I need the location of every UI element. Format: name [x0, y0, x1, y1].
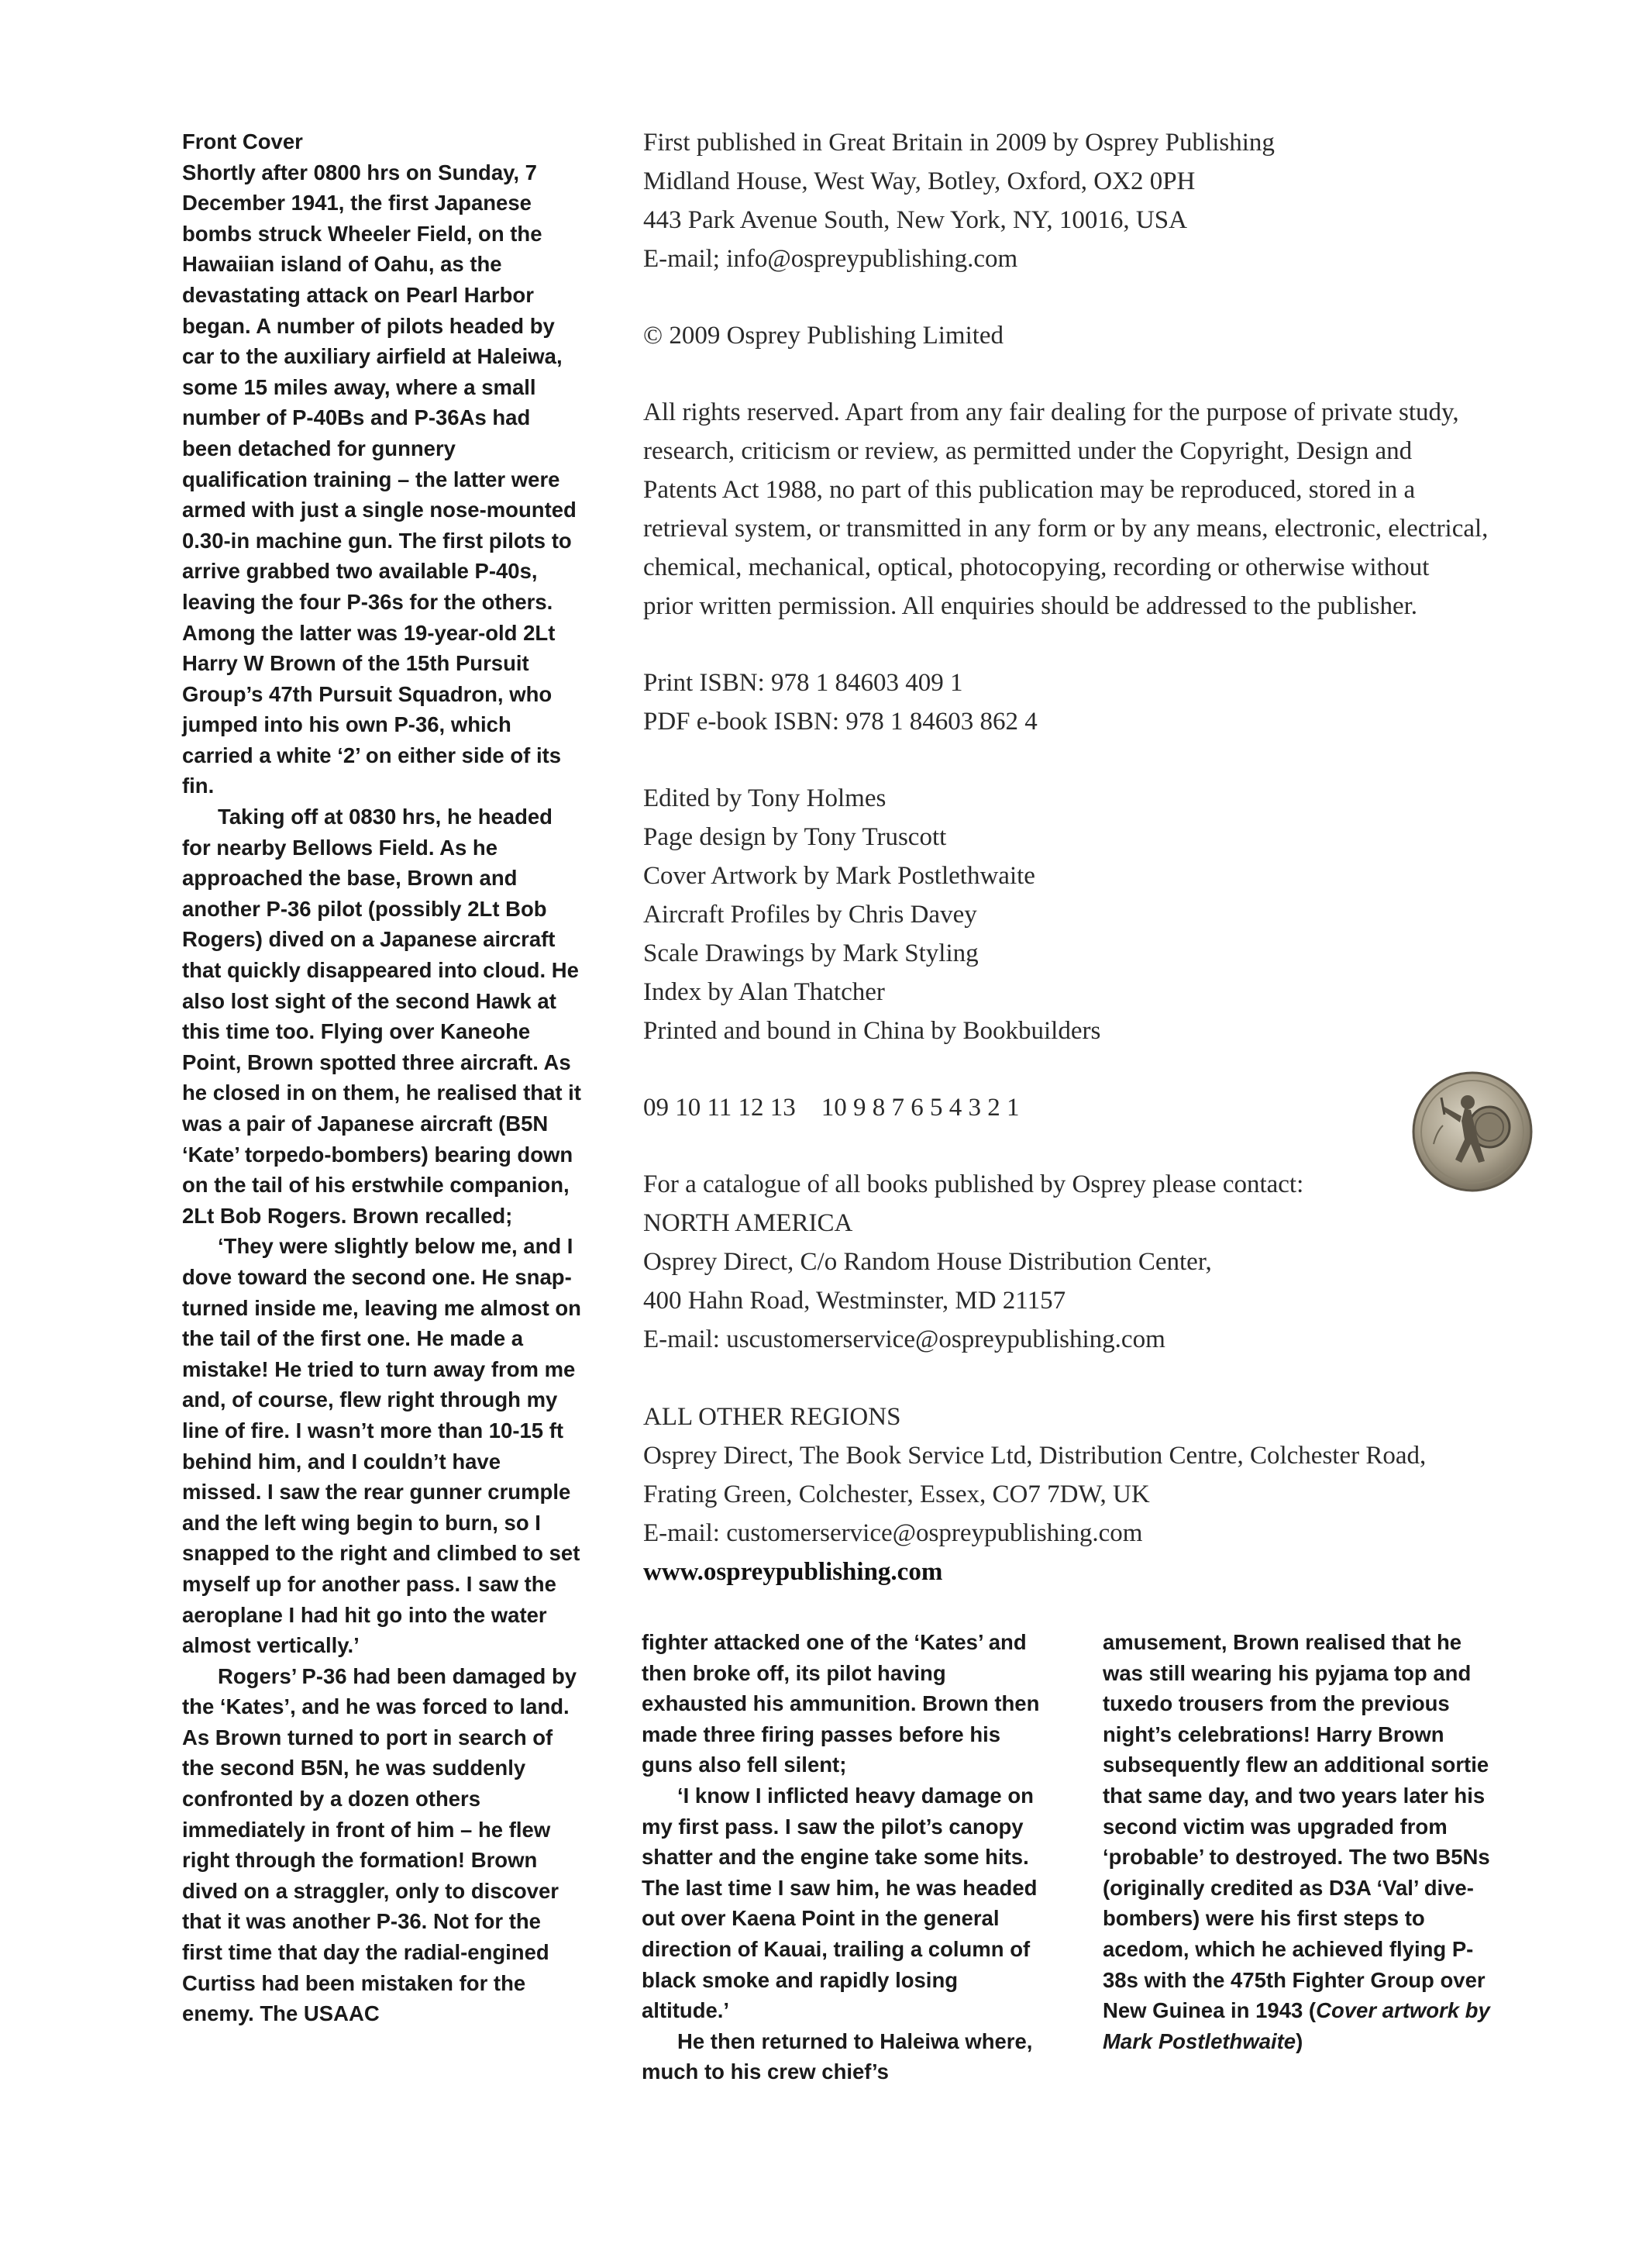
rights-line: retrieval system, or transmitted in any form or by any means, electronic, electrical,	[643, 515, 1489, 543]
catalogue-block	[643, 1165, 1542, 1359]
first-published-block	[643, 123, 1542, 278]
publication-info	[643, 123, 1542, 1591]
caption-paragraph-4: Rogers’ P-36 had been damaged by the ‘Kates’, and he was forced to land. As Brown turned to port in search of the second B5N, he was suddenly confronted by a dozen others immediately in front of him – he flew right through the formation! Brown dived on a straggler, only to discover that it was another P-36. Not for the first time that day the radial-engined Curtiss had been mistaken for the enemy. The USAAC	[182, 1663, 577, 2026]
credits-block	[643, 779, 1542, 1050]
print-run-line: 09 10 11 12 13 10 9 8 7 6 5 4 3 2 1	[643, 1094, 1020, 1122]
rights-line: Patents Act 1988, no part of this publication may be reproduced, stored in a	[643, 476, 1416, 504]
credit-scale-drawings: Scale Drawings by Mark Styling	[643, 939, 979, 967]
north-america-address-1: Osprey Direct, C/o Random House Distribution Center,	[643, 1248, 1212, 1276]
other-regions-email: E-mail: customerservice@ospreypublishing.com	[643, 1519, 1143, 1547]
publisher-address-us: 443 Park Avenue South, New York, NY, 10016, USA	[643, 206, 1187, 234]
catalogue-intro: For a catalogue of all books published by Osprey please contact:	[643, 1170, 1304, 1198]
cover-artwork-credit: Cover artwork by Mark Postlethwaite	[1103, 1998, 1490, 2053]
rights-line: research, criticism or review, as permitted under the Copyright, Design and	[643, 437, 1413, 465]
publisher-email: E-mail; info@ospreypublishing.com	[643, 245, 1018, 273]
caption-paragraph-1: Shortly after 0800 hrs on Sunday, 7 December 1941, the first Japanese bombs struck Wheeler Field, on the Hawaiian island of Oahu, as the devastating attack on Pearl Harbor began. A number of pilots headed by car to the auxiliary airfield at Haleiwa, some 15 miles away, where a small number of P-40Bs and P-36As had been detached for gunnery qualification training – the latter were armed with just a single nose-mounted 0.30-in machine gun. The first pilots to arrive grabbed two available P-40s, leaving the four P-36s for the others. Among the latter was 19-year-old 2Lt Harry W Brown of the 15th Pursuit Group’s 47th Pursuit Squadron, who jumped into his own P-36, which carried a white ‘2’ on either side of its fin.	[182, 160, 577, 798]
other-regions-address-2: Frating Green, Colchester, Essex, CO7 7DW, UK	[643, 1480, 1150, 1508]
rights-line: chemical, mechanical, optical, photocopying, recording or otherwise without	[643, 553, 1430, 581]
credit-aircraft-profiles: Aircraft Profiles by Chris Davey	[643, 901, 977, 929]
north-america-email: E-mail: uscustomerservice@ospreypublishing.com	[643, 1325, 1165, 1353]
caption-paragraph-2: Taking off at 0830 hrs, he headed for nearby Bellows Field. As he approached the base, Brown and another P-36 pilot (possibly 2Lt Bob Rogers) dived on a Japanese aircraft that quickly disappeared into cloud. He also lost sight of the second Hawk at this time too. Flying over Kaneohe Point, Brown spotted three aircraft. As he closed in on them, he realised that it was a pair of Japanese aircraft (B5N ‘Kate’ torpedo-bombers) bearing down on the tail of his erstwhile companion, 2Lt Bob Rogers. Brown recalled;	[182, 805, 581, 1228]
credit-cover-artwork: Cover Artwork by Mark Postlethwaite	[643, 862, 1035, 890]
north-america-address-2: 400 Hahn Road, Westminster, MD 21157	[643, 1287, 1066, 1315]
caption-continuation-right	[1103, 1627, 1506, 2056]
continuation-paragraph-1: fighter attacked one of the ‘Kates’ and then broke off, its pilot having exhausted his ammunition. Brown then made three firing passes before his guns also fell silent;	[642, 1630, 1040, 1777]
closing-parenthesis: )	[1296, 2028, 1303, 2053]
front-cover-caption	[182, 126, 585, 2029]
credit-printer: Printed and bound in China by Bookbuilders	[643, 1017, 1101, 1045]
credit-editor: Edited by Tony Holmes	[643, 784, 887, 812]
other-regions-address-1: Osprey Direct, The Book Service Ltd, Distribution Centre, Colchester Road,	[643, 1442, 1427, 1470]
credit-page-design: Page design by Tony Truscott	[643, 823, 947, 851]
rights-line: prior written permission. All enquiries should be addressed to the publisher.	[643, 592, 1418, 620]
print-isbn: Print ISBN: 978 1 84603 409 1	[643, 669, 963, 697]
rights-line: All rights reserved. Apart from any fair dealing for the purpose of private study,	[643, 398, 1459, 426]
caption-continuation-mid	[642, 1627, 1045, 2087]
continuation-paragraph-4	[1103, 1627, 1506, 2056]
other-regions-block	[643, 1398, 1542, 1591]
isbn-block	[643, 664, 1542, 741]
ebook-isbn: PDF e-book ISBN: 978 1 84603 862 4	[643, 708, 1038, 736]
continuation-paragraph-2: ‘I know I inflicted heavy damage on my first pass. I saw the pilot’s canopy shatter and the engine take some hits. The last time I saw him, he was headed out over Kaena Point in the general direction of Kauai, trailing a column of black smoke and rapidly losing altitude.’	[642, 1783, 1038, 2023]
north-america-heading: NORTH AMERICA	[643, 1209, 853, 1237]
copyright-notice: © 2009 Osprey Publishing Limited	[643, 322, 1004, 350]
continuation-text: amusement, Brown realised that he was still wearing his pyjama top and tuxedo trousers from the previous night’s celebrations! Harry Brown subsequently flew an additional sortie that same day, and two years later his second victim was upgraded from ‘probable’ to destroyed. The two B5Ns (originally credited as D3A ‘Val’ dive-bombers) were his first steps to acedom, which he achieved flying P-38s with the 475th Fighter Group over New Guinea in 1943 (	[1103, 1630, 1490, 2023]
caption-heading: Front Cover	[182, 129, 303, 153]
other-regions-heading: ALL OTHER REGIONS	[643, 1403, 901, 1431]
caption-paragraph-3: ‘They were slightly below me, and I dove toward the second one. He snap-turned inside me, leaving me almost on the tail of the first one. He made a mistake! He tried to turn away from me and, of course, flew right through my line of fire. I wasn’t more than 10-15 ft behind him, and I couldn’t have missed. I saw the rear gunner crumple and the left wing begin to burn, so I snapped to the right and climbed to set myself up for another pass. I saw the aeroplane I had hit go into the water almost vertically.’	[182, 1234, 581, 1658]
rights-block	[643, 393, 1542, 626]
continuation-paragraph-3: He then returned to Haleiwa where, much to his crew chief’s	[642, 2028, 1033, 2084]
publisher-address-uk: Midland House, West Way, Botley, Oxford, OX2 0PH	[643, 167, 1196, 195]
credit-index: Index by Alan Thatcher	[643, 978, 885, 1006]
first-published-line: First published in Great Britain in 2009 by Osprey Publishing	[643, 129, 1275, 157]
website-link[interactable]: www.ospreypublishing.com	[643, 1558, 943, 1586]
coin-logo-icon	[1410, 1070, 1534, 1194]
